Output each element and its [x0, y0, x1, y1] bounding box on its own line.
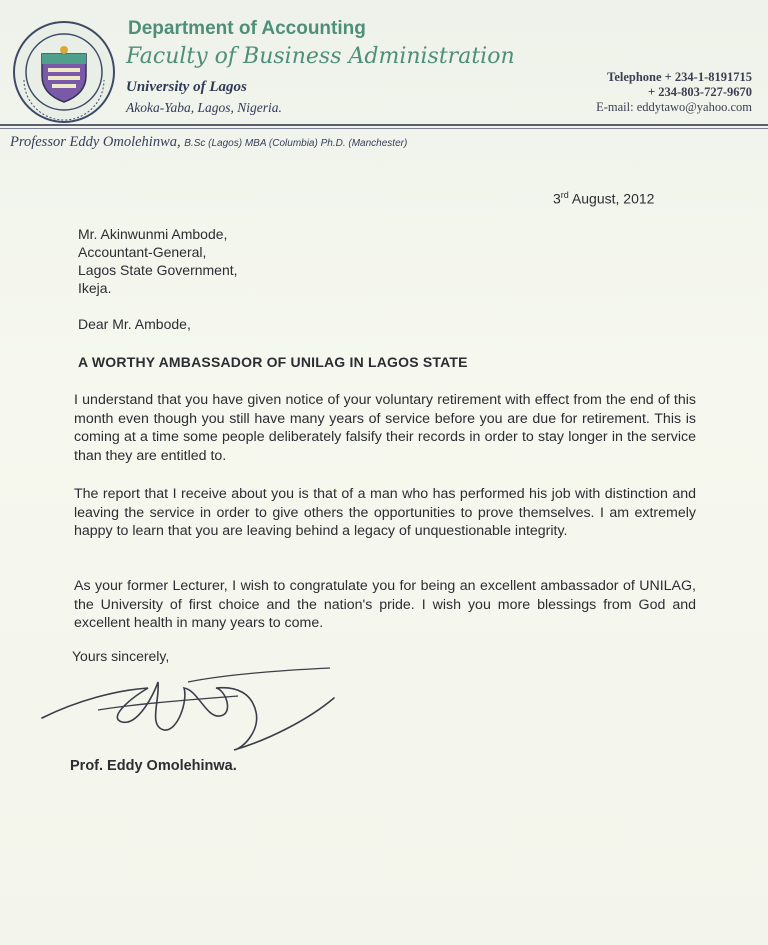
addressee-line: Ikeja. — [78, 280, 112, 296]
date-suffix: rd — [560, 190, 569, 200]
addressee-line: Lagos State Government, — [78, 262, 238, 278]
email: E-mail: eddytawo@yahoo.com — [596, 100, 752, 114]
professor-qualifications: B.Sc (Lagos) MBA (Columbia) Ph.D. (Manchester) — [184, 138, 408, 149]
date-day: 3 — [553, 190, 561, 207]
paragraph-3: As your former Lecturer, I wish to congratulate you for being an excellent ambassador of UNILAG, the University of first choice and the nation's pride. I wish you more blessings from God and excellent health in many years to come. — [74, 578, 696, 631]
closing: Yours sincerely, — [72, 648, 170, 664]
salutation: Dear Mr. Ambode, — [78, 316, 191, 332]
telephone-2: + 234-803-727-9670 — [648, 85, 752, 99]
letter-subject: A WORTHY AMBASSADOR OF UNILAG IN LAGOS STATE — [78, 354, 468, 370]
department-name: Department of Accounting — [128, 18, 366, 39]
professor-line — [10, 134, 407, 151]
handwritten-signature — [38, 660, 348, 760]
telephone-1: Telephone + 234-1-8191715 — [607, 70, 752, 84]
contact-block — [596, 70, 752, 115]
university-name: University of Lagos — [126, 79, 247, 95]
signer-name: Prof. Eddy Omolehinwa. — [70, 758, 237, 774]
addressee-block — [78, 225, 238, 297]
university-address: Akoka-Yaba, Lagos, Nigeria. — [126, 100, 282, 115]
addressee-line: Accountant-General, — [78, 244, 207, 260]
university-crest-icon — [12, 20, 116, 124]
paragraph-1: I understand that you have given notice of your voluntary retirement with effect from the end of this month even though you still have many years of service before you are due for retirement. This is coming at a time some people deliberately falsify their records in order to stay longer in the service than they are entitled to. — [74, 392, 696, 464]
date-rest: August, 2012 — [568, 190, 655, 207]
professor-name: Professor Eddy Omolehinwa, — [10, 134, 181, 150]
header-rule — [0, 124, 768, 126]
addressee-line: Mr. Akinwunmi Ambode, — [78, 226, 228, 242]
faculty-name: Faculty of Business Administration — [126, 44, 515, 69]
letter-date — [553, 190, 654, 207]
header-rule-thin — [0, 128, 768, 129]
paragraph-2: The report that I receive about you is that of a man who has performed his job with distinction and leaving the service in order to give others the opportunities to prove themselves. I am extremely happy to learn that you are leaving behind a legacy of unquestionable integrity. — [74, 486, 696, 539]
